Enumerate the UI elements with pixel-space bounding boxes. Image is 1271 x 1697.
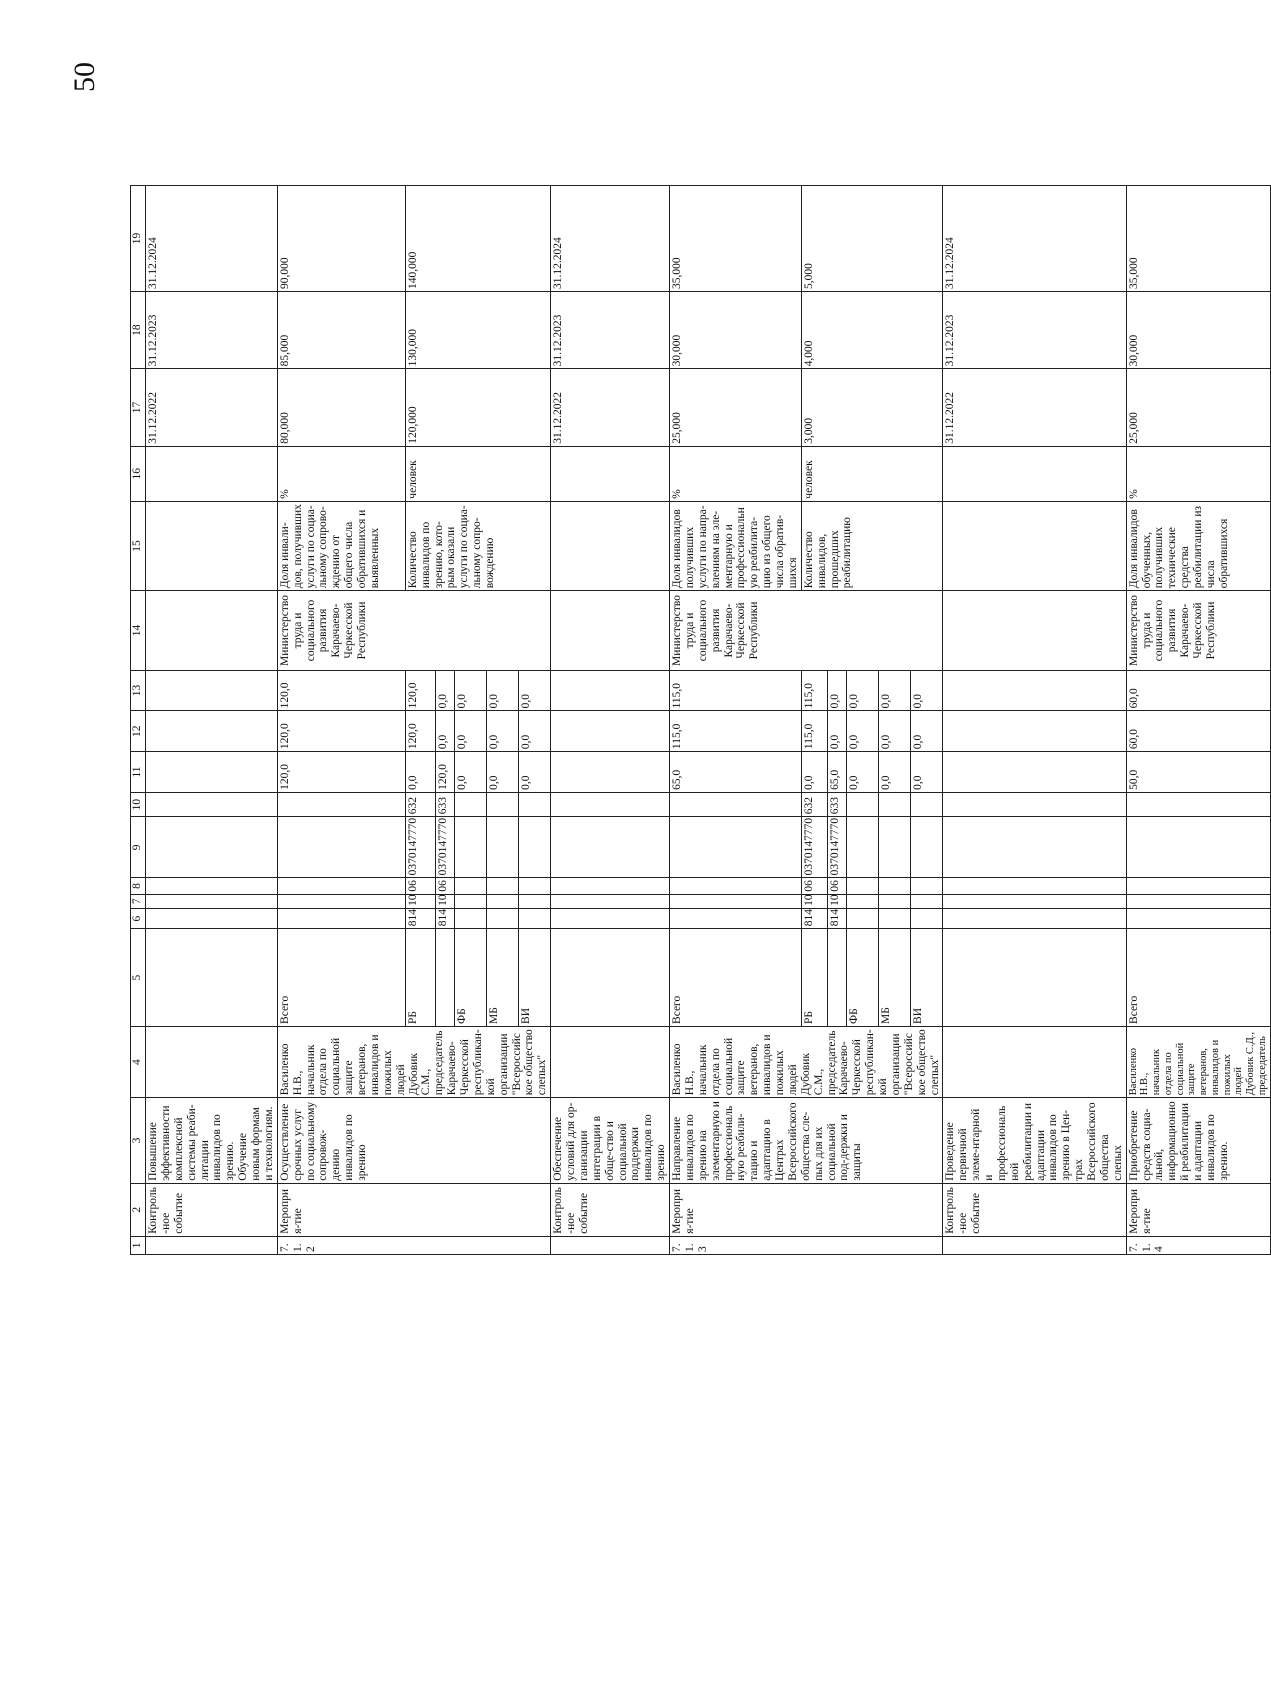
indicator-2-2022: 120,000 (405, 369, 550, 446)
kbk-subsection (455, 878, 487, 894)
finance-source: ВИ (911, 929, 943, 1027)
finance-total-label: Всего (1126, 929, 1270, 1027)
col-header: 13 (131, 670, 146, 711)
fin-2024: 0,0 (847, 670, 879, 711)
measure-name: Осуществление срочных услуг по социальному сопровож-дению инвалидов по зрению (277, 1098, 550, 1184)
kbk-subsection (487, 878, 519, 894)
kbk-target (879, 817, 911, 878)
empty-cell (943, 501, 1126, 591)
indicator-2-2024: 5,000 (801, 186, 943, 292)
col-header: 2 (131, 1183, 146, 1236)
indicator-2-2023: 4,000 (801, 291, 943, 368)
empty-cell (277, 894, 405, 908)
kbk-ministry (519, 908, 551, 928)
col-header: 7 (131, 894, 146, 908)
col-header: 11 (131, 752, 146, 793)
indicator-2-unit: человек (801, 446, 943, 501)
finance-source: ВИ (519, 929, 551, 1027)
date-2022: 31.12.2022 (943, 369, 1126, 446)
kbk-subsection (519, 878, 551, 894)
indicator-1-2022: 25,000 (670, 369, 802, 446)
empty-cell (277, 817, 405, 878)
fin-2023: 0,0 (436, 711, 455, 752)
control-event-row (551, 186, 670, 1255)
measure-name: Приобретение средств социа-льной, информационной реабилитации и адаптации инвалидов по зрению. (1126, 1098, 1270, 1184)
empty-cell (1126, 817, 1270, 878)
total-2022: 50,0 (1126, 752, 1270, 793)
kbk-expense-type (879, 792, 911, 816)
event-name: Проведение первичной элеме-нтарной и профессиональной реабилитации и адаптации инвалидов по зрению в Цен-трах Всероссийского общества слепых (943, 1098, 1126, 1184)
total-2022: 120,0 (277, 752, 405, 793)
empty-cell (551, 670, 670, 711)
kbk-expense-type (847, 792, 879, 816)
kbk-subsection: 06 (801, 878, 828, 894)
fin-2023: 0,0 (828, 711, 847, 752)
fin-2023: 115,0 (801, 711, 828, 752)
empty-cell (277, 792, 405, 816)
empty-cell (551, 711, 670, 752)
empty-cell (943, 711, 1126, 752)
fin-2022: 0,0 (405, 752, 435, 793)
kbk-target (847, 817, 879, 878)
empty-cell (943, 1236, 1126, 1254)
col-header: 4 (131, 1026, 146, 1097)
kbk-section (487, 894, 519, 908)
col-header: 6 (131, 908, 146, 928)
empty-cell (1126, 878, 1270, 894)
indicator-1: Доля инвали-дов, получивших услуги по социа-льному сопрово-ждению от общего числа обратившихся и выявленных (277, 501, 405, 591)
col-header: 18 (131, 291, 146, 368)
finance-source: ФБ (847, 929, 879, 1027)
kbk-expense-type: 633 (828, 792, 847, 816)
col-header: 8 (131, 878, 146, 894)
empty-cell (670, 894, 802, 908)
date-2023: 31.12.2023 (551, 291, 670, 368)
rotated-table-container (130, 185, 1268, 1255)
fin-2024: 0,0 (879, 670, 911, 711)
kbk-section: 10 (801, 894, 828, 908)
col-header: 16 (131, 446, 146, 501)
col-header: 14 (131, 591, 146, 670)
empty-cell (943, 446, 1126, 501)
kbk-subsection (847, 878, 879, 894)
kbk-ministry: 814 (828, 908, 847, 928)
col-header: 5 (131, 929, 146, 1027)
measure-code: 7.1.4 (1126, 1236, 1270, 1254)
kbk-target: 0370147770 (405, 817, 435, 878)
indicator-1-2024: 35,000 (670, 186, 802, 292)
fin-2023: 0,0 (911, 711, 943, 752)
total-2023: 60,0 (1126, 711, 1270, 752)
fin-2024: 0,0 (487, 670, 519, 711)
empty-cell (943, 929, 1126, 1027)
fin-2023: 0,0 (847, 711, 879, 752)
row-type: Мероприя-тие (1126, 1183, 1270, 1236)
finance-total-label: Всего (670, 929, 802, 1027)
empty-cell (943, 878, 1126, 894)
kbk-section: 10 (405, 894, 435, 908)
kbk-target (455, 817, 487, 878)
fin-2023: 0,0 (879, 711, 911, 752)
measure-code: 7.1.2 (277, 1236, 550, 1254)
kbk-section: 10 (828, 894, 847, 908)
empty-cell (670, 792, 802, 816)
indicator-2-2024: 140,000 (405, 186, 550, 292)
fin-2024: 0,0 (436, 670, 455, 711)
col-header: 19 (131, 186, 146, 292)
empty-cell (146, 894, 278, 908)
empty-cell (943, 1026, 1126, 1097)
fin-2022: 120,0 (436, 752, 455, 793)
empty-cell (551, 878, 670, 894)
empty-cell (146, 501, 278, 591)
program-table (130, 185, 1271, 1255)
empty-cell (670, 878, 802, 894)
indicator-1-2024: 90,000 (277, 186, 405, 292)
control-event-row (943, 186, 1126, 1255)
empty-cell (1126, 792, 1270, 816)
event-name: Обеспечение условий для ор-ганизации интеграции в обще-ство и социальной поддержки инвалидов по зрению (551, 1098, 670, 1184)
total-2023: 120,0 (277, 711, 405, 752)
kbk-section (879, 894, 911, 908)
empty-cell (1126, 894, 1270, 908)
row-type: Контроль-ное событие (551, 1183, 670, 1236)
empty-cell (146, 670, 278, 711)
indicator-2: Количество инвалидов, прошедших реабилитацию (801, 501, 943, 591)
empty-cell (146, 908, 278, 928)
ministry-name: Министерство труда и социального развития Карачаево-Черкесской Республики (670, 591, 943, 670)
kbk-ministry (911, 908, 943, 928)
kbk-section (911, 894, 943, 908)
fin-2022: 0,0 (879, 752, 911, 793)
page-number: 50 (68, 62, 101, 92)
empty-cell (277, 908, 405, 928)
empty-cell (943, 817, 1126, 878)
indicator-1: Доля инвалидов обученных, получивших технические средства реабилитации из числа обратившихся (1126, 501, 1270, 591)
kbk-expense-type: 633 (436, 792, 455, 816)
col-header: 12 (131, 711, 146, 752)
responsible-person: Василенко Н.В., начальник отдела по социальной защите ветеранов, инвалидов и пожилых людей Дубовик С.М., председатель Карачаево-Черкесской республикан-кой организации "Всероссийское общество слепых" (277, 1026, 550, 1097)
fin-2024: 0,0 (911, 670, 943, 711)
empty-cell (943, 894, 1126, 908)
measure-code: 7.1.3 (670, 1236, 943, 1254)
kbk-section (847, 894, 879, 908)
empty-cell (551, 1236, 670, 1254)
indicator-1-2023: 30,000 (670, 291, 802, 368)
kbk-target: 0370147770 (436, 817, 455, 878)
kbk-subsection: 06 (828, 878, 847, 894)
row-type: Контроль-ное событие (943, 1183, 1126, 1236)
empty-cell (146, 929, 278, 1027)
empty-cell (670, 908, 802, 928)
empty-cell (146, 1026, 278, 1097)
row-type: Контроль-ное событие (146, 1183, 278, 1236)
fin-2024: 0,0 (519, 670, 551, 711)
indicator-1-unit: % (1126, 446, 1270, 501)
kbk-expense-type (519, 792, 551, 816)
finance-source (436, 929, 455, 1027)
empty-cell (551, 817, 670, 878)
kbk-target (487, 817, 519, 878)
kbk-expense-type (487, 792, 519, 816)
kbk-ministry: 814 (405, 908, 435, 928)
empty-cell (551, 591, 670, 670)
measure-row (1126, 186, 1270, 1255)
empty-cell (146, 752, 278, 793)
empty-cell (146, 878, 278, 894)
row-type: Мероприя-тие (670, 1183, 943, 1236)
fin-2022: 65,0 (828, 752, 847, 793)
responsible-person: Василенко Н.В., начальник отдела по социальной защите ветеранов, инвалидов и пожилых людей Дубовик С.Д., председатель (1126, 1026, 1270, 1097)
date-2022: 31.12.2022 (551, 369, 670, 446)
kbk-ministry (487, 908, 519, 928)
kbk-expense-type: 632 (405, 792, 435, 816)
fin-2023: 0,0 (455, 711, 487, 752)
kbk-ministry (455, 908, 487, 928)
empty-cell (146, 591, 278, 670)
col-header: 1 (131, 1236, 146, 1254)
measure-row (277, 186, 405, 1255)
col-header: 17 (131, 369, 146, 446)
empty-cell (551, 1026, 670, 1097)
empty-cell (943, 792, 1126, 816)
empty-cell (670, 817, 802, 878)
row-type: Мероприя-тие (277, 1183, 550, 1236)
kbk-subsection: 06 (436, 878, 455, 894)
kbk-ministry (847, 908, 879, 928)
kbk-expense-type (455, 792, 487, 816)
empty-cell (943, 908, 1126, 928)
date-2023: 31.12.2023 (943, 291, 1126, 368)
kbk-subsection: 06 (405, 878, 435, 894)
empty-cell (551, 752, 670, 793)
kbk-ministry (879, 908, 911, 928)
responsible-person: Василенко Н.В., начальник отдела по социальной защите ветеранов, инвалидов и пожилых людей Дубовик С.М., председатель Карачаево-Черкесской республикан-кой организации "Всероссийское общество слепых" (670, 1026, 943, 1097)
col-header: 9 (131, 817, 146, 878)
indicator-2-unit: человек (405, 446, 550, 501)
total-2024: 60,0 (1126, 670, 1270, 711)
total-2024: 120,0 (277, 670, 405, 711)
kbk-expense-type (911, 792, 943, 816)
indicator-2-2022: 3,000 (801, 369, 943, 446)
date-2022: 31.12.2022 (146, 369, 278, 446)
indicator-1-2022: 80,000 (277, 369, 405, 446)
control-event-row (146, 186, 278, 1255)
fin-2023: 0,0 (487, 711, 519, 752)
finance-source: РБ (801, 929, 828, 1027)
empty-cell (146, 792, 278, 816)
header-row (131, 186, 146, 1255)
indicator-1-2024: 35,000 (1126, 186, 1270, 292)
empty-cell (943, 752, 1126, 793)
date-2024: 31.12.2024 (146, 186, 278, 292)
finance-total-label: Всего (277, 929, 405, 1027)
empty-cell (551, 908, 670, 928)
fin-2024: 120,0 (405, 670, 435, 711)
kbk-subsection (911, 878, 943, 894)
fin-2022: 0,0 (519, 752, 551, 793)
empty-cell (146, 711, 278, 752)
indicator-2: Количество инвалидов по зрению, кото-рым оказали услуги по социа-льному сопро-вождению (405, 501, 550, 591)
indicator-1: Доля инвалидов получивших услуги по напра-влениям на эле-ментарную и профессиональн ую реабилита-цию из общего числа обратив-шихся (670, 501, 802, 591)
col-header: 3 (131, 1098, 146, 1184)
indicator-1-2023: 30,000 (1126, 291, 1270, 368)
empty-cell (551, 929, 670, 1027)
empty-cell (943, 670, 1126, 711)
total-2022: 65,0 (670, 752, 802, 793)
col-header: 10 (131, 792, 146, 816)
fin-2022: 0,0 (911, 752, 943, 793)
fin-2022: 0,0 (455, 752, 487, 793)
kbk-ministry: 814 (801, 908, 828, 928)
kbk-ministry: 814 (436, 908, 455, 928)
kbk-subsection (879, 878, 911, 894)
empty-cell (277, 878, 405, 894)
measure-row (670, 186, 802, 1255)
finance-source: МБ (879, 929, 911, 1027)
total-2024: 115,0 (670, 670, 802, 711)
empty-cell (943, 591, 1126, 670)
kbk-expense-type: 632 (801, 792, 828, 816)
fin-2024: 115,0 (801, 670, 828, 711)
empty-cell (146, 446, 278, 501)
empty-cell (1126, 908, 1270, 928)
event-name: Повышение эффективности комплексной системы реаби-литации инвалидов по зрению. Обучение новым формам и технологиям. (146, 1098, 278, 1184)
finance-source: РБ (405, 929, 435, 1027)
date-2023: 31.12.2023 (146, 291, 278, 368)
fin-2023: 120,0 (405, 711, 435, 752)
empty-cell (146, 817, 278, 878)
indicator-2-2023: 130,000 (405, 291, 550, 368)
fin-2024: 0,0 (455, 670, 487, 711)
indicator-1-unit: % (277, 446, 405, 501)
empty-cell (551, 792, 670, 816)
indicator-1-unit: % (670, 446, 802, 501)
kbk-target (519, 817, 551, 878)
fin-2022: 0,0 (801, 752, 828, 793)
kbk-section (519, 894, 551, 908)
kbk-section: 10 (436, 894, 455, 908)
fin-2023: 0,0 (519, 711, 551, 752)
kbk-section (455, 894, 487, 908)
fin-2024: 0,0 (828, 670, 847, 711)
empty-cell (551, 894, 670, 908)
fin-2022: 0,0 (487, 752, 519, 793)
kbk-target: 0370147770 (828, 817, 847, 878)
empty-cell (146, 1236, 278, 1254)
empty-cell (551, 501, 670, 591)
col-header: 15 (131, 501, 146, 591)
ministry-name: Министерство труда и социального развития Карачаево-Черкесской Республики (1126, 591, 1270, 670)
measure-name: Направление инвалидов по зрению на элементарную и профессиональную реабили-тацию и адаптацию в Центрах Всероссийского общества сле-пых для их социальной под-держки и защиты (670, 1098, 943, 1184)
empty-cell (551, 446, 670, 501)
finance-source: ФБ (455, 929, 487, 1027)
finance-source: МБ (487, 929, 519, 1027)
date-2024: 31.12.2024 (943, 186, 1126, 292)
kbk-target (911, 817, 943, 878)
date-2024: 31.12.2024 (551, 186, 670, 292)
fin-2022: 0,0 (847, 752, 879, 793)
finance-source (828, 929, 847, 1027)
kbk-target: 0370147770 (801, 817, 828, 878)
ministry-name: Министерство труда и социального развития Карачаево-Черкесской Республики (277, 591, 550, 670)
table-body (146, 186, 1271, 1255)
total-2023: 115,0 (670, 711, 802, 752)
indicator-1-2022: 25,000 (1126, 369, 1270, 446)
indicator-1-2023: 85,000 (277, 291, 405, 368)
